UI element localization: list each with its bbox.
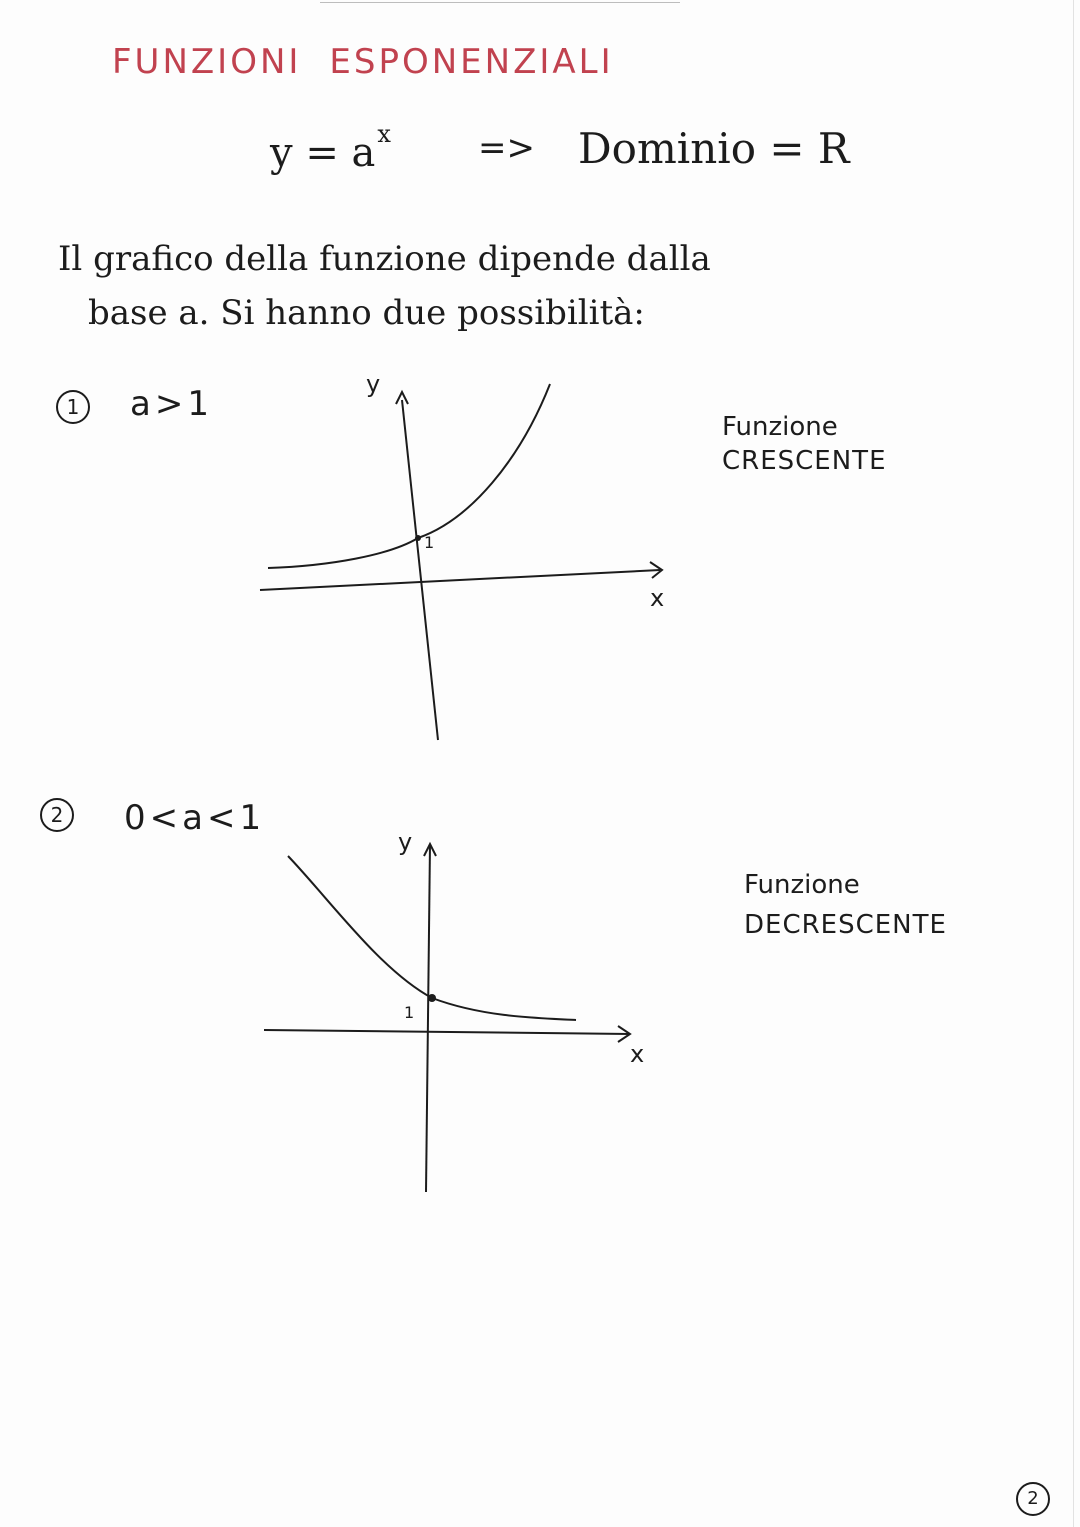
intercept-point	[415, 535, 421, 541]
case-1-desc-line-1: Funzione	[722, 412, 838, 442]
page-number: 2	[1016, 1482, 1050, 1516]
case-2-condition: 0<a<1	[124, 798, 266, 838]
formula-exponent: x	[377, 120, 391, 148]
y-axis-label: y	[366, 370, 381, 398]
intercept-point	[428, 994, 436, 1002]
title-word-1: FUNZIONI	[112, 42, 302, 82]
implies-symbol: =>	[478, 128, 535, 168]
case-1-number: 1	[56, 390, 90, 424]
y-axis-label: y	[398, 828, 413, 856]
page-edge-top	[320, 2, 680, 3]
x-axis	[260, 570, 660, 590]
x-axis-label: x	[650, 584, 665, 612]
case-2-desc-line-1: Funzione	[744, 870, 860, 900]
page-edge-right	[1073, 0, 1074, 1527]
case-2-desc-line-2: DECRESCENTE	[744, 910, 947, 940]
case-1-description	[722, 410, 887, 478]
case-2-description	[744, 868, 947, 942]
domain-statement: Dominio = R	[578, 124, 850, 173]
increasing-curve	[268, 384, 550, 568]
graph-decreasing	[260, 820, 680, 1200]
intercept-label: 1	[404, 1003, 415, 1022]
intercept-label: 1	[424, 533, 435, 552]
case-2-number: 2	[40, 798, 74, 832]
graph-increasing	[250, 370, 690, 750]
page-title	[112, 42, 614, 82]
intro-line-1: Il grafico della funzione dipende dalla	[58, 239, 711, 279]
formula-base: y = a	[270, 130, 376, 176]
case-1-desc-line-2: CRESCENTE	[722, 446, 887, 476]
y-axis	[426, 844, 430, 1192]
case-1-condition: a>1	[130, 384, 213, 424]
exponential-formula	[270, 120, 391, 176]
x-axis	[264, 1030, 630, 1034]
intro-line-2: base a. Si hanno due possibilità:	[88, 293, 645, 333]
y-axis	[402, 400, 438, 740]
x-axis-label: x	[630, 1040, 645, 1068]
title-word-2: ESPONENZIALI	[329, 42, 614, 82]
intro-paragraph	[58, 232, 878, 340]
